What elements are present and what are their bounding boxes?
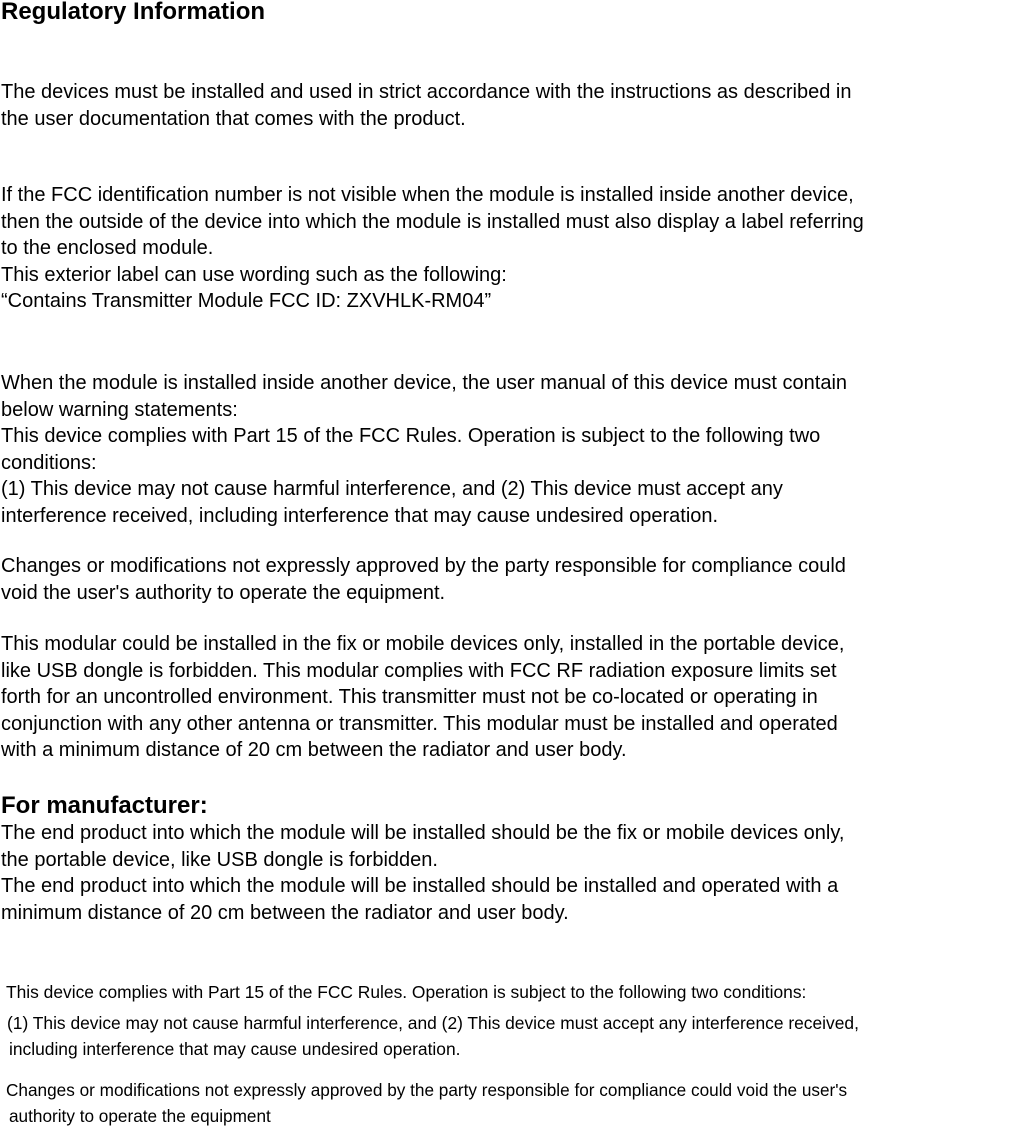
text-line: This device complies with Part 15 of the FCC Rules. Operation is subject to the following two	[1, 425, 821, 447]
text-line: then the outside of the device into which the module is installed must also display a label referring	[1, 210, 864, 233]
fcc-id-line: “Contains Transmitter Module FCC ID: ZXVHLK-RM04”	[1, 290, 492, 312]
text-line: the user documentation that comes with the product.	[1, 107, 466, 130]
fcc-label-paragraph	[1, 182, 864, 315]
manufacturer-paragraph	[1, 820, 844, 926]
label-condition-line-2: including interference that may cause undesired operation.	[9, 1039, 461, 1059]
text-line: like USB dongle is forbidden. This modular complies with FCC RF radiation exposure limits set	[1, 659, 837, 682]
text-line: The end product into which the module will be installed should be installed and operated with a	[1, 875, 839, 897]
label-changes-line-2: authority to operate the equipment	[9, 1106, 271, 1126]
text-line: minimum distance of 20 cm between the radiator and user body.	[1, 901, 569, 924]
manufacturer-heading: For manufacturer:	[1, 792, 208, 819]
modular-paragraph	[1, 631, 844, 764]
text-line: Changes or modifications not expressly approved by the party responsible for compliance could	[1, 555, 846, 577]
text-line: This modular could be installed in the fix or mobile devices only, installed in the portable device,	[1, 633, 845, 655]
text-line: void the user's authority to operate the equipment.	[1, 581, 446, 604]
label-condition-line-1: (1) This device may not cause harmful interference, and (2) This device must accept any interference received,	[7, 1013, 859, 1033]
intro-paragraph	[1, 79, 851, 132]
text-line: with a minimum distance of 20 cm between the radiator and user body.	[1, 739, 627, 761]
text-line: The devices must be installed and used in strict accordance with the instructions as described in	[1, 81, 852, 103]
warning-paragraph	[1, 370, 847, 529]
text-line: The end product into which the module will be installed should be the fix or mobile devices only,	[1, 822, 845, 844]
text-line: interference received, including interference that may cause undesired operation.	[1, 504, 719, 527]
text-line: to the enclosed module.	[1, 237, 214, 259]
text-line: the portable device, like USB dongle is forbidden.	[1, 848, 438, 871]
text-line: conjunction with any other antenna or transmitter. This modular must be installed and operated	[1, 712, 838, 735]
text-line: When the module is installed inside another device, the user manual of this device must contain	[1, 372, 848, 394]
text-line: If the FCC identification number is not visible when the module is installed inside another device,	[1, 184, 854, 206]
label-compliance-line: This device complies with Part 15 of the FCC Rules. Operation is subject to the following two conditions:	[6, 982, 807, 1002]
text-line: (1) This device may not cause harmful interference, and (2) This device must accept any	[1, 478, 783, 500]
page-title: Regulatory Information	[1, 0, 266, 25]
text-line: forth for an uncontrolled environment. This transmitter must not be co-located or operating in	[1, 686, 818, 708]
text-line: conditions:	[1, 451, 97, 474]
label-changes-line-1: Changes or modifications not expressly approved by the party responsible for compliance could void the user's	[6, 1080, 848, 1100]
text-line: This exterior label can use wording such as the following:	[1, 263, 507, 286]
text-line: below warning statements:	[1, 398, 238, 421]
changes-paragraph	[1, 553, 846, 606]
